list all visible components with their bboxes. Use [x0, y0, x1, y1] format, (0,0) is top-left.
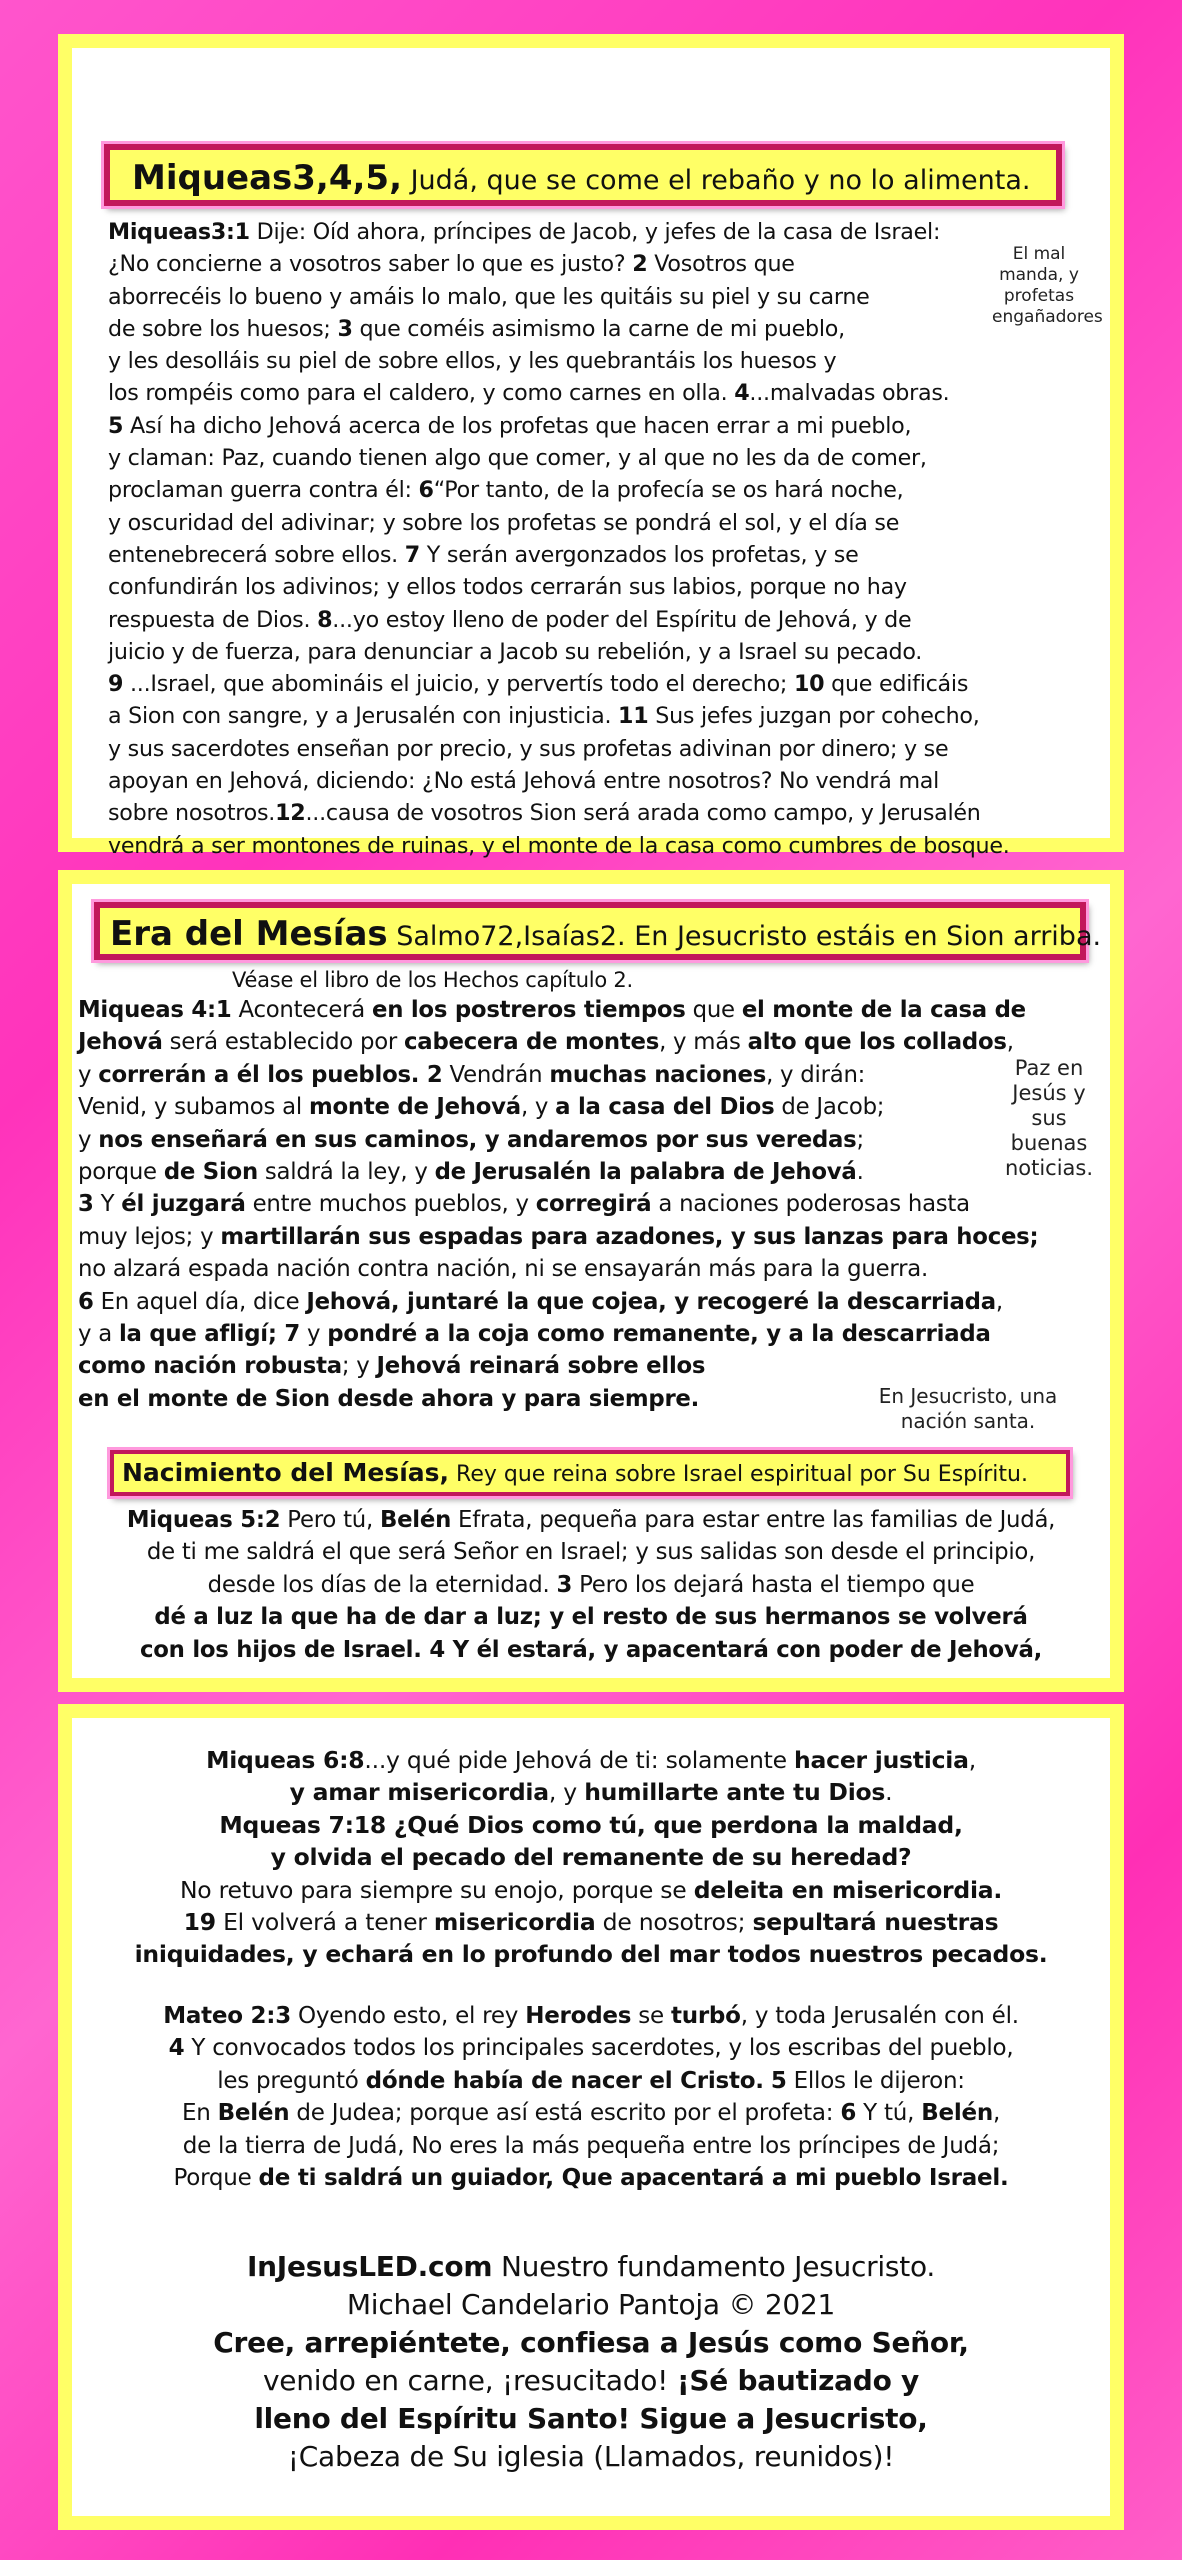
text-line: Miqueas3:1 Dije: Oíd ahora, príncipes de Jacob, y jefes de la casa de Israel: [108, 219, 941, 245]
text-line: 3 Y él juzgará entre muchos pueblos, y corregirá a naciones poderosas hasta [78, 1191, 970, 1218]
section2-subtitle [110, 1450, 1070, 1496]
section2-title-rest: Salmo72,Isaías2. En Jesucristo estáis en Sion arriba. [387, 921, 1102, 952]
text-line: No retuvo para siempre su enojo, porque se deleita en misericordia. [179, 1875, 1003, 1904]
panel-miqueas-6-mateo-inner [72, 1718, 1110, 2516]
panel-era-mesias [58, 870, 1124, 1692]
text-line: ¡Cabeza de Su iglesia (Llamados, reunidos)! [287, 2440, 895, 2473]
text-line: 6 En aquel día, dice Jehová, juntaré la que cojea, y recogeré la descarriada, [78, 1288, 1003, 1315]
text-line: InJesusLED.com Nuestro fundamento Jesucristo. [246, 2250, 936, 2283]
section1-title [104, 144, 1062, 206]
section3-block2 [72, 2000, 1110, 2194]
text-line: y a la que afligí; 7 y pondré a la coja como remanente, y a la descarriada [78, 1321, 991, 1348]
text-line: y les desolláis su piel de sobre ellos, y les quebrantáis los huesos y [108, 348, 837, 375]
text-line: confundirán los adivinos; y ellos todos cerrarán sus labios, porque no hay [108, 574, 907, 601]
text-line: y nos enseñará en sus caminos, y andaremos por sus veredas; [78, 1126, 864, 1153]
section2-subtitle-main: Nacimiento del Mesías, [122, 1458, 450, 1487]
text-line: Michael Candelario Pantoja © 2021 [346, 2288, 836, 2321]
text-line: y claman: Paz, cuando tienen algo que comer, y al que no les da de comer, [108, 445, 927, 472]
text-line: muy lejos; y martillarán sus espadas para azadones, y sus lanzas para hoces; [78, 1223, 1039, 1250]
text-line: entenebrecerá sobre ellos. 7 Y serán avergonzados los profetas, y se [108, 541, 859, 568]
text-line: venido en carne, ¡resucitado! ¡Sé bautizado y [262, 2364, 920, 2397]
section3-block1 [72, 1744, 1110, 1971]
text-line: ¿No concierne a vosotros saber lo que es justo? 2 Vosotros que [108, 251, 795, 278]
text-line: En Belén de Judea; porque así está escrito por el profeta: 6 Y tú, Belén, [181, 2100, 1001, 2127]
section1-body [108, 216, 1048, 862]
text-line: Mqueas 7:18 ¿Qué Dios como tú, que perdona la maldad, [219, 1810, 963, 1839]
section2-body [78, 994, 1104, 1415]
text-line: Venid, y subamos al monte de Jehová, y a la casa del Dios de Jacob; [78, 1094, 885, 1121]
section3-footer [72, 2248, 1110, 2476]
text-line: vendrá a ser montones de ruinas, y el monte de la casa como cumbres de bosque. [108, 832, 1010, 859]
text-line: desde los días de la eternidad. 3 Pero los dejará hasta el tiempo que [207, 1571, 975, 1598]
text-line: Miqueas 5:2 Pero tú, Belén Efrata, pequeña para estar entre las familias de Judá, [126, 1507, 1056, 1533]
text-line: 4 Y convocados todos los principales sacerdotes, y los escribas del pueblo, [168, 2035, 1014, 2062]
text-line: respuesta de Dios. 8...yo estoy lleno de poder del Espíritu de Jehová, y de [108, 606, 912, 633]
text-line: y oscuridad del adivinar; y sobre los profetas se pondrá el sol, y el día se [108, 509, 900, 536]
text-line: a Sion con sangre, y a Jerusalén con injusticia. 11 Sus jefes juzgan por cohecho, [108, 703, 980, 730]
text-line: porque de Sion saldrá la ley, y de Jerusalén la palabra de Jehová. [78, 1159, 864, 1186]
section2-intro: Véase el libro de los Hechos capítulo 2. [232, 968, 633, 992]
section1-title-main: Miqueas3,4,5, [132, 158, 402, 198]
text-line: de la tierra de Judá, No eres la más pequeña entre los príncipes de Judá; [182, 2132, 1000, 2159]
text-line: juicio y de fuerza, para denunciar a Jacob su rebelión, y a Israel su pecado. [108, 638, 923, 665]
text-line: Jehová será establecido por cabecera de montes, y más alto que los collados, [78, 1029, 1014, 1056]
text-line: lleno del Espíritu Santo! Sigue a Jesucristo, [254, 2402, 928, 2435]
section2-title [94, 902, 1102, 960]
text-line: iniquidades, y echará en lo profundo del mar todos nuestros pecados. [134, 1940, 1048, 1969]
text-line: dé a luz la que ha de dar a luz; y el resto de sus hermanos se volverá [154, 1604, 1028, 1631]
section1-title-rest: Judá, que se come el rebaño y no lo alimenta. [402, 165, 1031, 196]
text-line: 19 El volverá a tener misericordia de nosotros; sepultará nuestras [183, 1908, 999, 1937]
text-line: sobre nosotros.12...causa de vosotros Sion será arada como campo, y Jerusalén [108, 800, 981, 827]
text-line: Miqueas 4:1 Acontecerá en los postreros tiempos que el monte de la casa de [78, 997, 1026, 1023]
text-line: en el monte de Sion desde ahora y para siempre. [78, 1385, 700, 1412]
text-line: y amar misericordia, y humillarte ante tu Dios. [289, 1778, 893, 1807]
text-line: y sus sacerdotes enseñan por precio, y sus profetas adivinan por dinero; y se [108, 735, 949, 762]
text-line: no alzará espada nación contra nación, ni se ensayarán más para la guerra. [78, 1256, 928, 1283]
text-line: de sobre los huesos; 3 que coméis asimismo la carne de mi pueblo, [108, 315, 845, 342]
text-line: con los hijos de Israel. 4 Y él estará, y apacentará con poder de Jehová, [139, 1636, 1043, 1663]
text-line: y correrán a él los pueblos. 2 Vendrán muchas naciones, y dirán: [78, 1061, 866, 1088]
text-line: aborrecéis lo bueno y amáis lo malo, que les quitáis su piel y su carne [108, 283, 870, 310]
section2-subtitle-rest: Rey que reina sobre Israel espiritual por Su Espíritu. [449, 1462, 1028, 1487]
text-line: como nación robusta; y Jehová reinará sobre ellos [78, 1353, 706, 1380]
section2-sub-body [72, 1504, 1110, 1666]
text-line: proclaman guerra contra él: 6“Por tanto, de la profecía se os hará noche, [108, 477, 904, 504]
text-line: apoyan en Jehová, diciendo: ¿No está Jehová entre nosotros? No vendrá mal [108, 768, 940, 795]
text-line: 9 ...Israel, que abomináis el juicio, y pervertís todo el derecho; 10 que edificáis [108, 671, 969, 698]
panel-miqueas-3 [58, 34, 1124, 859]
text-line: Cree, arrepiéntete, confiesa a Jesús como Señor, [213, 2326, 969, 2359]
text-line: de ti me saldrá el que será Señor en Israel; y sus salidas son desde el principio, [146, 1539, 1036, 1566]
text-line: los rompéis como para el caldero, y como carnes en olla. 4...malvadas obras. [108, 380, 950, 407]
text-line: Miqueas 6:8...y qué pide Jehová de ti: solamente hacer justicia, [206, 1746, 976, 1774]
text-line: les preguntó dónde había de nacer el Cristo. 5 Ellos le dijeron: [217, 2067, 965, 2094]
section2-side-note-1: Paz en Jesús y sus buenas noticias. [1004, 1056, 1094, 1180]
section2-title-main: Era del Mesías [110, 914, 388, 954]
panel-era-mesias-inner [72, 884, 1110, 1678]
panel-miqueas-6-mateo [58, 1704, 1124, 2530]
text-line: Porque de ti saldrá un guiador, Que apacentará a mi pueblo Israel. [173, 2165, 1009, 2192]
panel-miqueas-3-inner [72, 48, 1110, 859]
text-line: y olvida el pecado del remanente de su heredad? [270, 1843, 912, 1872]
section2-side-note-2: En Jesucristo, una nación santa. [878, 1384, 1058, 1433]
text-line: 5 Así ha dicho Jehová acerca de los profetas que hacen errar a mi pueblo, [108, 412, 912, 439]
text-line: Mateo 2:3 Oyendo esto, el rey Herodes se turbó, y toda Jerusalén con él. [163, 2003, 1019, 2029]
section1-side-note: El mal manda, y profetas engañadores [992, 244, 1103, 327]
